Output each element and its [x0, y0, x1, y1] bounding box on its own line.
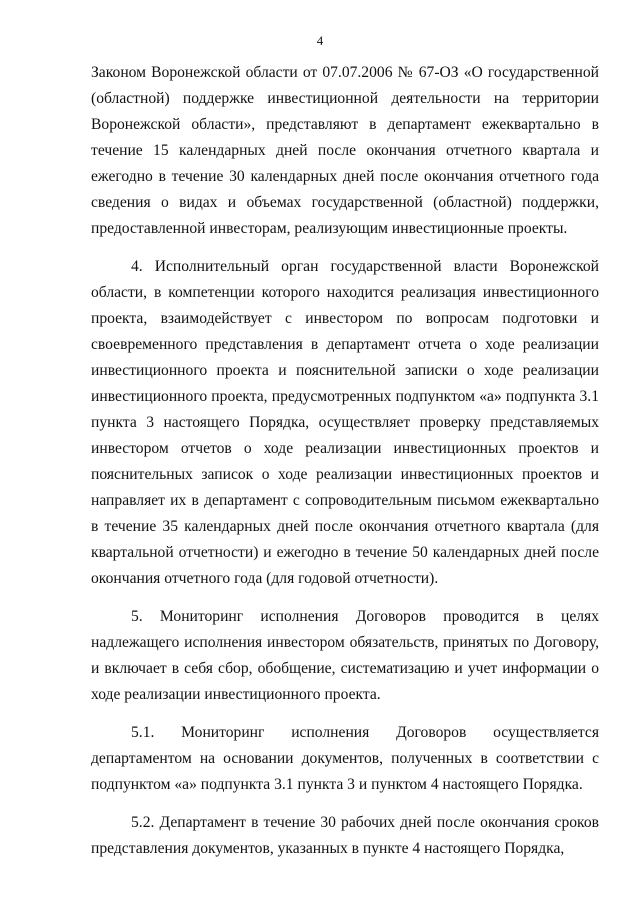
paragraph-item-5-1: 5.1. Мониторинг исполнения Договоров осуществляется департаментом на основании документов, полученных в соответствии с подпунктом «а» подпункта 3.1 пункта 3 и пунктом 4 настоящего Порядка.	[91, 724, 599, 793]
paragraph-item-4: 4. Исполнительный орган государственной власти Воронежской области, в компетенции которого находится реализация инвестиционного проекта, взаимодействует с инвестором по вопросам подготовки и своевременного представления в департамент отчета о ходе реализации инвестиционного проекта и пояснительной записки о ходе реализации инвестиционного проекта, предусмотренных подпунктом «а» подпункта 3.1 пункта 3 настоящего Порядка, осуществляет проверку представляемых инвестором отчетов о ходе реализации инвестиционных проектов и пояснительных записок о ходе реализации инвестиционных проектов и направляет их в департамент с сопроводительным письмом ежеквартально в течение 35 календарных дней после окончания отчетного квартала (для квартальной отчетности) и ежегодно в течение 50 календарных дней после окончания отчетного года (для годовой отчетности).	[91, 258, 599, 587]
paragraph-item-5-2: 5.2. Департамент в течение 30 рабочих дней после окончания сроков представления документов, указанных в пункте 4 настоящего Порядка,	[91, 814, 599, 857]
paragraph-item-5: 5. Мониторинг исполнения Договоров проводится в целях надлежащего исполнения инвестором обязательств, принятых по Договору, и включает в себя сбор, обобщение, систематизацию и учет информации о ходе реализации инвестиционного проекта.	[91, 608, 599, 703]
page-number: 4	[316, 33, 324, 48]
paragraph-continuation: Законом Воронежской области от 07.07.2006 № 67-ОЗ «О государственной (областной) поддержке инвестиционной деятельности на территории Воронежской области», представляют в департамент ежеквартально в течение 15 календарных дней после окончания отчетного квартала и ежегодно в течение 30 календарных дней после окончания отчетного года сведения о видах и объемах государственной (областной) поддержки, предоставленной инвесторам, реализующим инвестиционные проекты.	[91, 64, 599, 237]
document-body	[91, 60, 599, 874]
